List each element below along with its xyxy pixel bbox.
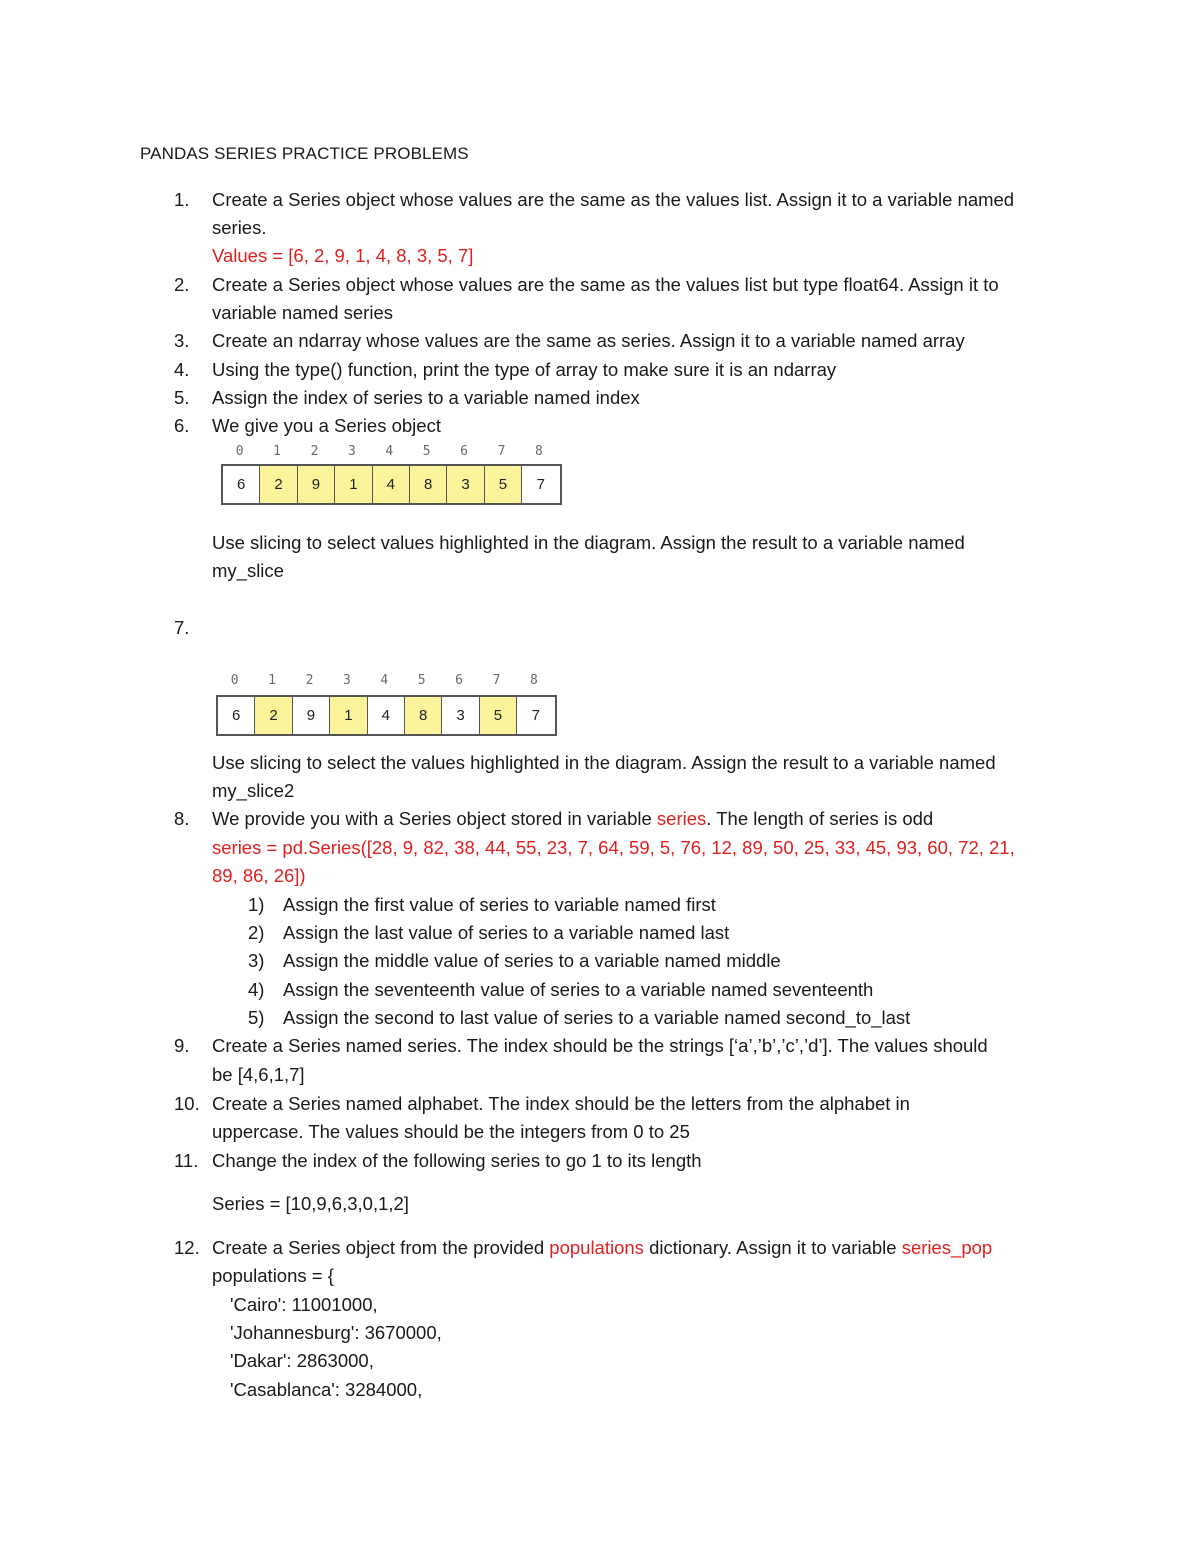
index-label: 0 — [235, 444, 244, 459]
problem-12-variable-series-pop: series_pop — [901, 1237, 993, 1258]
problem-7-instruction-line-1: Use slicing to select the values highlighted in the diagram. Assign the result to a variable named — [212, 752, 996, 773]
problem-7-instruction-line-2: my_slice2 — [212, 780, 295, 801]
value-cell-highlighted: 9 — [298, 466, 335, 503]
index-label: 2 — [310, 444, 319, 459]
index-label: 3 — [342, 673, 351, 688]
problem-8-code-line-2: 89, 86, 26]) — [212, 865, 306, 886]
index-label: 4 — [385, 444, 394, 459]
problem-8-code-line-1: series = pd.Series([28, 9, 82, 38, 44, 55, 23, 7, 64, 59, 5, 76, 12, 89, 50, 25, 33, 45, 93, 60, 72, 21, — [212, 837, 1015, 858]
value-cell-highlighted: 1 — [335, 466, 372, 503]
population-entry-johannesburg: 'Johannesburg': 3670000, — [230, 1322, 442, 1343]
series-diagram-2 — [216, 673, 556, 733]
sub-item-1: Assign the first value of series to variable named first — [283, 894, 716, 915]
problem-number-12: 12. — [174, 1237, 200, 1258]
population-entry-cairo: 'Cairo': 11001000, — [230, 1294, 378, 1315]
problem-1-line-1: Create a Series object whose values are the same as the values list. Assign it to a variable named — [212, 189, 1015, 210]
sub-number-5: 5) — [248, 1007, 265, 1028]
value-row — [221, 464, 562, 505]
problem-8-text-c: . The length of series is odd — [706, 808, 934, 829]
value-row — [216, 695, 557, 736]
problem-12-line-1 — [212, 1234, 992, 1262]
problem-11-line-1: Change the index of the following series to go 1 to its length — [212, 1150, 702, 1171]
problem-number-8: 8. — [174, 808, 190, 829]
index-label: 5 — [422, 444, 431, 459]
problem-5-text: Assign the index of series to a variable named index — [212, 387, 640, 408]
value-cell-highlighted: 8 — [410, 466, 447, 503]
index-label: 7 — [492, 673, 501, 688]
value-cell-highlighted: 4 — [373, 466, 410, 503]
value-cell-highlighted: 1 — [330, 697, 367, 734]
value-cell-highlighted: 8 — [405, 697, 442, 734]
value-cell-highlighted: 5 — [485, 466, 522, 503]
problem-2-line-2: variable named series — [212, 302, 393, 323]
problem-12-text-c: dictionary. Assign it to variable — [643, 1237, 902, 1258]
problem-4-text: Using the type() function, print the type of array to make sure it is an ndarray — [212, 359, 837, 380]
problem-number-6: 6. — [174, 415, 190, 436]
problem-2-line-1: Create a Series object whose values are the same as the values list but type float64. Assign it to — [212, 274, 999, 295]
index-label: 2 — [305, 673, 314, 688]
sub-number-1: 1) — [248, 894, 265, 915]
value-cell-highlighted: 3 — [447, 466, 484, 503]
problem-6-line-1: We give you a Series object — [212, 415, 441, 436]
sub-number-2: 2) — [248, 922, 265, 943]
problem-number-2: 2. — [174, 274, 190, 295]
problem-3-text: Create an ndarray whose values are the same as series. Assign it to a variable named array — [212, 330, 965, 351]
value-cell: 6 — [218, 697, 255, 734]
problem-11-series: Series = [10,9,6,3,0,1,2] — [212, 1193, 409, 1214]
page-title: PANDAS SERIES PRACTICE PROBLEMS — [140, 144, 469, 163]
sub-item-3: Assign the middle value of series to a variable named middle — [283, 950, 781, 971]
problem-8-line-1 — [212, 805, 933, 833]
value-cell: 6 — [223, 466, 260, 503]
problem-1-line-2: series. — [212, 217, 267, 238]
problem-12-text-a: Create a Series object from the provided — [212, 1237, 550, 1258]
sub-item-2: Assign the last value of series to a variable named last — [283, 922, 730, 943]
problem-1-values: Values = [6, 2, 9, 1, 4, 8, 3, 5, 7] — [212, 245, 474, 266]
population-entry-casablanca: 'Casablanca': 3284000, — [230, 1379, 423, 1400]
value-cell-highlighted: 2 — [260, 466, 297, 503]
problem-9-line-1: Create a Series named series. The index should be the strings [‘a’,’b’,’c’,’d’]. The values should — [212, 1035, 988, 1056]
problem-9-line-2: be [4,6,1,7] — [212, 1064, 305, 1085]
problem-6-instruction-line-1: Use slicing to select values highlighted in the diagram. Assign the result to a variable named — [212, 532, 965, 553]
index-label: 3 — [347, 444, 356, 459]
value-cell: 9 — [293, 697, 330, 734]
problem-12-variable-populations: populations — [549, 1237, 644, 1258]
problem-10-line-1: Create a Series named alphabet. The index should be the letters from the alphabet in — [212, 1093, 910, 1114]
index-label: 4 — [380, 673, 389, 688]
sub-number-3: 3) — [248, 950, 265, 971]
problem-number-1: 1. — [174, 189, 190, 210]
value-cell-highlighted: 2 — [255, 697, 292, 734]
problem-10-line-2: uppercase. The values should be the integers from 0 to 25 — [212, 1121, 690, 1142]
problem-number-4: 4. — [174, 359, 190, 380]
index-label: 1 — [273, 444, 281, 459]
sub-item-4: Assign the seventeenth value of series to a variable named seventeenth — [283, 979, 874, 1000]
index-label: 8 — [529, 673, 538, 688]
value-cell: 4 — [368, 697, 405, 734]
problem-number-10: 10. — [174, 1093, 200, 1114]
value-cell-highlighted: 5 — [480, 697, 517, 734]
population-entry-dakar: 'Dakar': 2863000, — [230, 1350, 374, 1371]
populations-open: populations = { — [212, 1265, 334, 1286]
problem-8-variable-series: series — [656, 808, 707, 829]
problem-number-9: 9. — [174, 1035, 190, 1056]
value-cell: 7 — [531, 707, 540, 724]
index-label: 6 — [460, 444, 468, 459]
problem-number-7: 7. — [174, 617, 190, 638]
sub-number-4: 4) — [248, 979, 265, 1000]
problem-number-5: 5. — [174, 387, 190, 408]
index-label: 5 — [417, 673, 426, 688]
value-cell: 3 — [442, 697, 479, 734]
problem-number-3: 3. — [174, 330, 190, 351]
index-label: 7 — [497, 444, 506, 459]
index-label: 0 — [230, 673, 239, 688]
sub-item-5: Assign the second to last value of series to a variable named second_to_last — [283, 1007, 911, 1028]
problem-8-text-a: We provide you with a Series object stored in variable — [212, 808, 657, 829]
value-cell: 7 — [536, 476, 545, 493]
series-diagram-1 — [221, 444, 561, 504]
problem-number-11: 11. — [174, 1150, 199, 1171]
index-label: 8 — [534, 444, 543, 459]
index-label: 6 — [455, 673, 463, 688]
problem-6-instruction-line-2: my_slice — [212, 560, 284, 581]
index-label: 1 — [268, 673, 276, 688]
